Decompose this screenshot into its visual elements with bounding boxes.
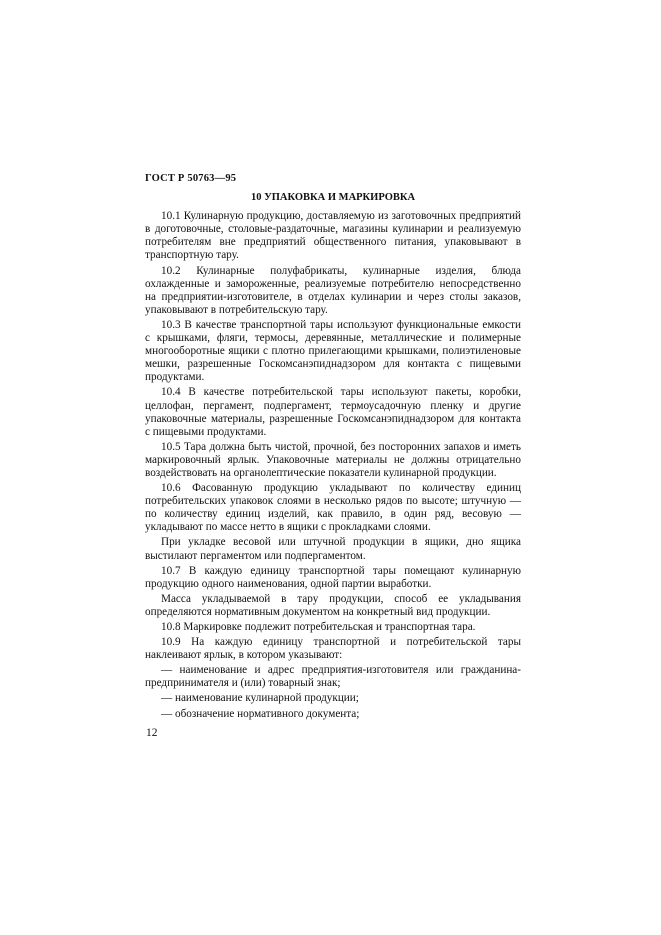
paragraph-text: 10.5 Тара должна быть чистой, прочной, без посторонних запахов и иметь маркировочный ярлык. Упаковочные материалы не должны отрицательно воздействовать на органолептические показатели кулинарной продукции. (145, 440, 521, 479)
paragraph-text: Масса укладываемой в тару продукции, способ ее укладывания определяются нормативным документом на конкретный вид продукции. (145, 592, 521, 618)
paragraph-text: — наименование и адрес предприятия-изготовителя или гражданина-предпринимателя и (или) товарный знак; (145, 664, 521, 690)
page-number: 12 (146, 727, 158, 739)
document-page (145, 172, 521, 723)
paragraph-text: 10.2 Кулинарные полуфабрикаты, кулинарные изделия, блюда охлажденные и замороженные, реализуемые потребителю непосредственно на предприятии-изготовителе, в отделах кулинарии и через столы заказов, упаковывают в потребительскую тару. (145, 264, 521, 316)
paragraph-10-7 (145, 565, 521, 591)
paragraph-10-2 (145, 265, 521, 317)
paragraph-10-3 (145, 319, 521, 384)
paragraph-text: 10.8 Маркировке подлежит потребительская и транспортная тара. (161, 621, 476, 633)
paragraph-text: 10.7 В каждую единицу транспортной тары помещают кулинарную продукцию одного наименования, одной партии выработки. (145, 564, 521, 590)
paragraph-text: 10.9 На каждую единицу транспортной и потребительской тары наклеивают ярлык, в котором указывают: (145, 636, 521, 662)
paragraph-10-6-note (145, 536, 521, 562)
list-item-manufacturer (145, 664, 521, 690)
paragraph-10-1 (145, 210, 521, 262)
paragraph-text: 10.6 Фасованную продукцию укладывают по количеству единиц потребительских упаковок слоями в несколько рядов по высоте; штучную — по количеству единиц изделий, как правило, в один ряд, весовую — укладывают по массе нетто в ящики с прокладками слоями. (145, 482, 521, 534)
paragraph-10-6 (145, 482, 521, 534)
paragraph-10-5 (145, 441, 521, 480)
paragraph-10-8 (145, 621, 521, 634)
paragraph-text: 10.1 Кулинарную продукцию, доставляемую из заготовочных предприятий в доготовочные, столовые-раздаточные, магазины кулинарии и реализуемую потребителям вне предприятий общественного питания, упаковывают в транспортную тару. (145, 210, 521, 262)
paragraph-text: 10.3 В качестве транспортной тары используют функциональные емкости с крышками, фляги, термосы, деревянные, металлические и полимерные многооборотные ящики с плотно прилегающими крышками, полиэтиленовые мешки, разрешенные Госкомсанэпиднадзором для контакта с пищевыми продуктами. (145, 318, 521, 384)
paragraph-text: — обозначение нормативного документа; (161, 707, 360, 720)
section-title: 10 УПАКОВКА И МАРКИРОВКА (250, 192, 416, 204)
paragraph-text: — наименование кулинарной продукции; (161, 692, 359, 705)
list-item-product-name (145, 692, 521, 705)
list-item-normative-doc (145, 708, 521, 721)
paragraph-10-7-note (145, 593, 521, 619)
document-code: ГОСТ Р 50763—95 (145, 173, 237, 184)
paragraph-text: 10.4 В качестве потребительской тары используют пакеты, коробки, целлофан, пергамент, подпергамент, термоусадочную пленку и другие упаковочные материалы, разрешенные Госкомсанэпиднадзором для контакта с пищевыми продуктами. (145, 386, 521, 438)
paragraph-10-4 (145, 386, 521, 438)
paragraph-10-9 (145, 636, 521, 662)
paragraph-text: При укладке весовой или штучной продукции в ящики, дно ящика выстилают пергаментом или подпергаментом. (145, 536, 521, 562)
